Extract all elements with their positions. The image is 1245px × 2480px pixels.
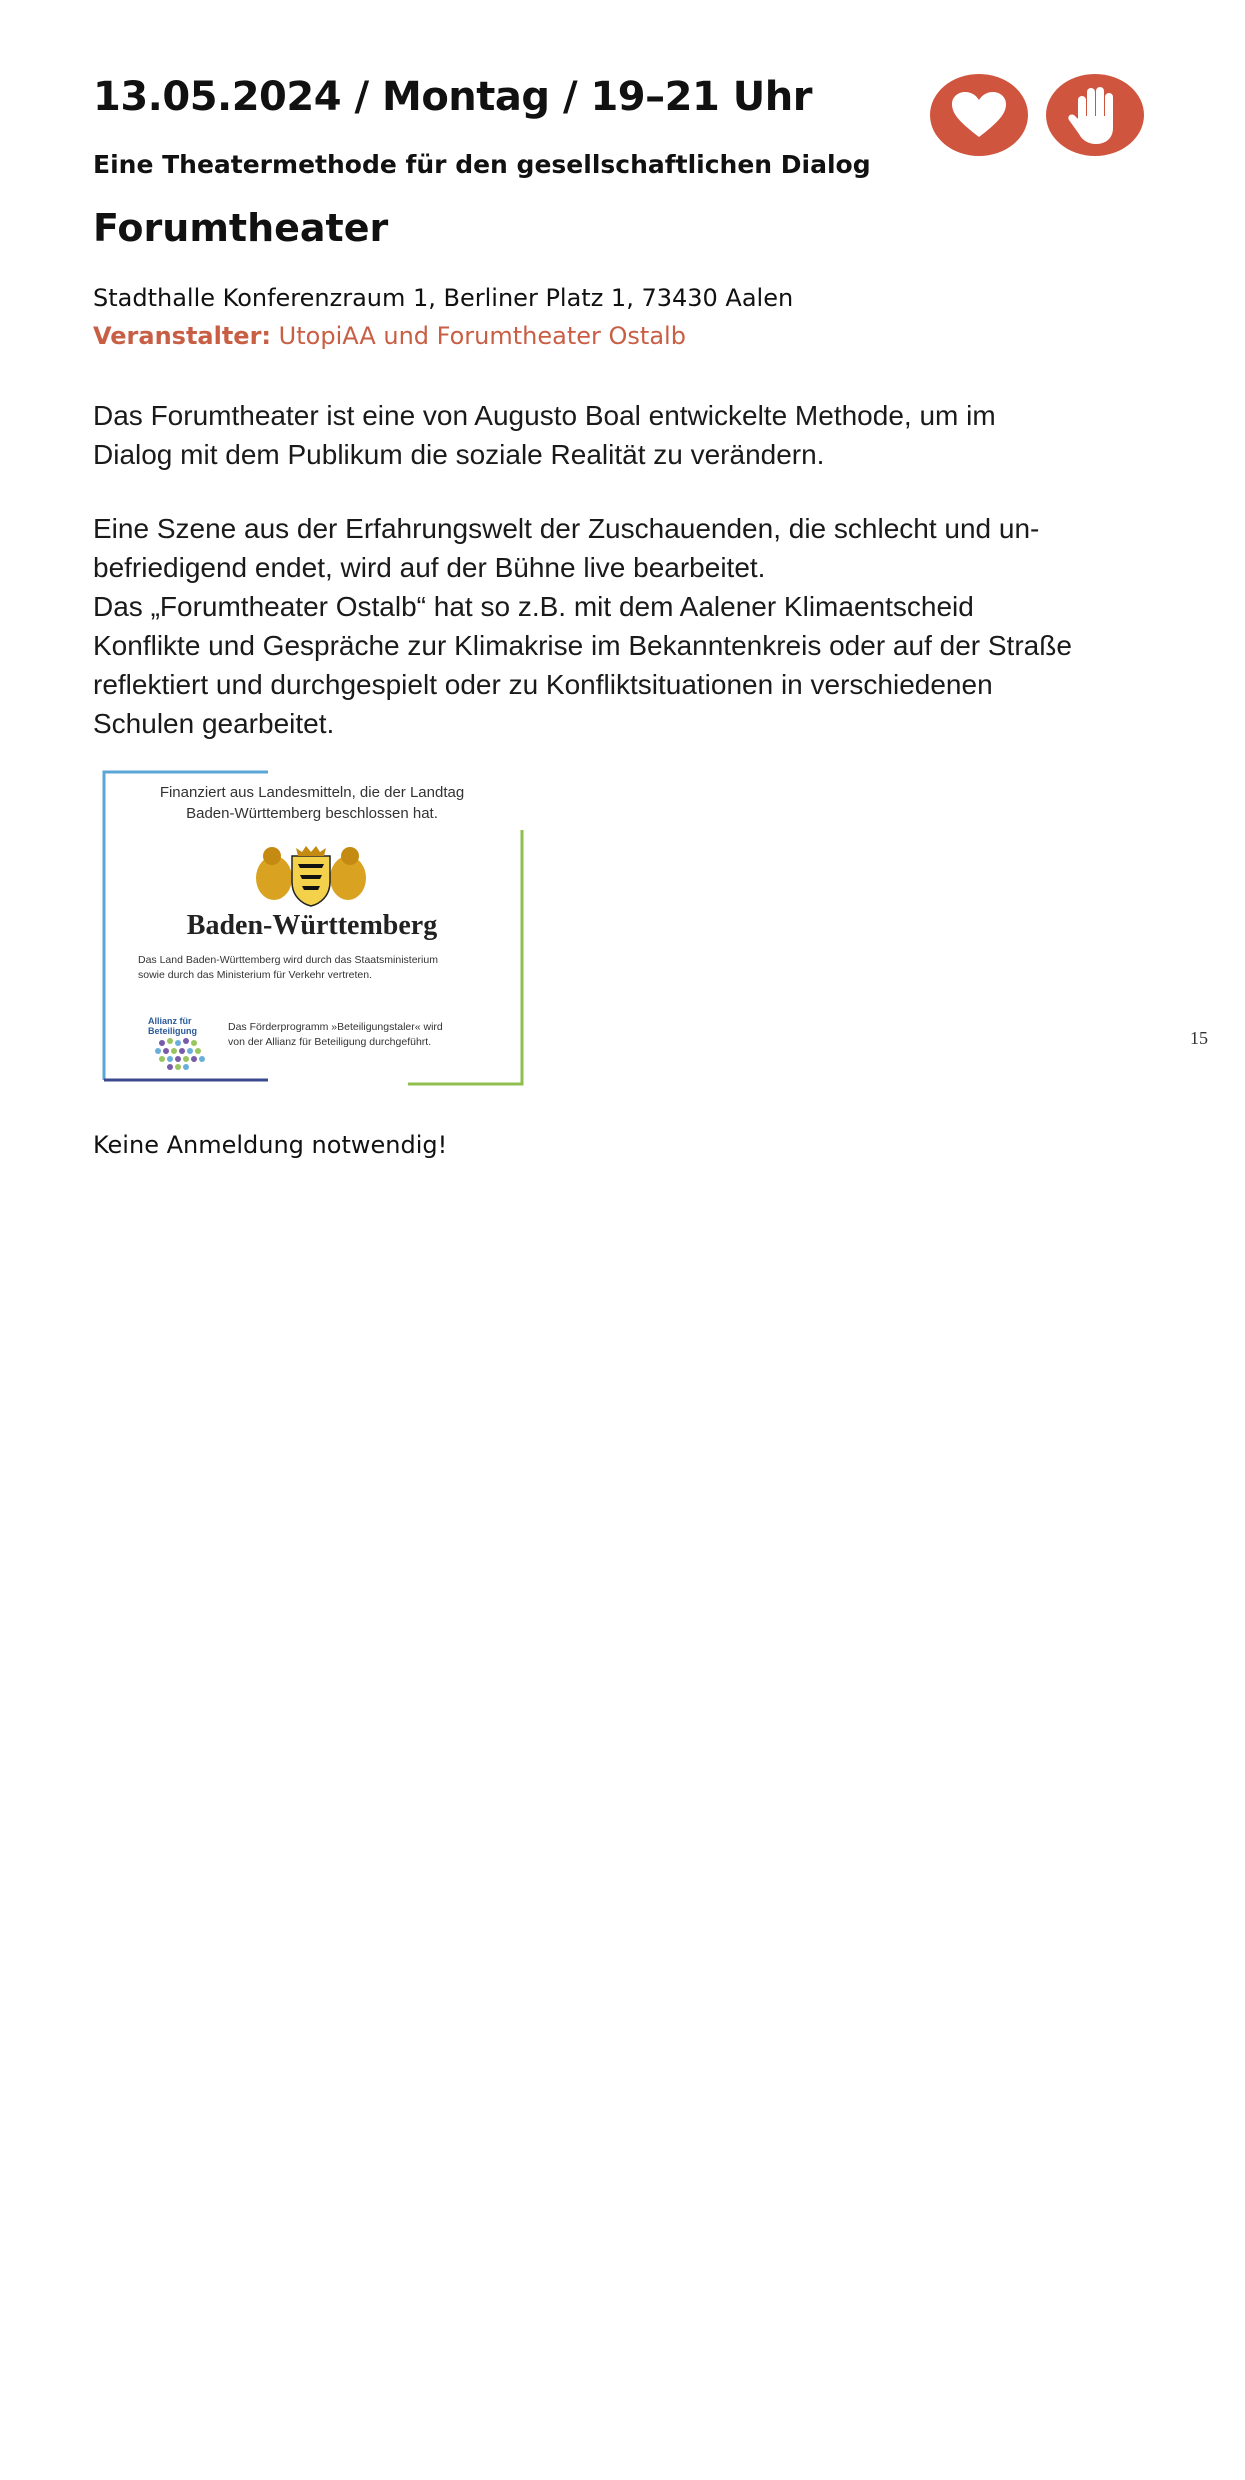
program-description	[228, 1020, 508, 1050]
paragraph-line: Dialog mit dem Publikum die soziale Realität zu verändern.	[93, 439, 825, 470]
coat-of-arms-emblem	[252, 842, 370, 908]
funding-text	[98, 782, 526, 824]
paragraph-line: befriedigend endet, wird auf der Bühne live bearbeitet.	[93, 552, 766, 583]
funding-logo	[98, 770, 526, 1088]
event-address: Stadthalle Konferenzraum 1, Berliner Platz 1, 73430 Aalen	[93, 284, 794, 312]
description-line: sowie durch das Ministerium für Verkehr vertreten.	[138, 969, 373, 981]
event-subtitle: Eine Theatermethode für den gesellschaftlichen Dialog	[93, 150, 871, 179]
event-date-time: 13.05.2024 / Montag / 19–21 Uhr	[93, 74, 812, 120]
organizer-value: UtopiAA und Forumtheater Ostalb	[278, 322, 686, 350]
category-icons	[930, 74, 1144, 156]
funding-line: Finanziert aus Landesmitteln, die der Landtag	[159, 784, 465, 801]
state-name: Baden-Württemberg	[186, 910, 438, 941]
description-line: Das Land Baden-Württemberg wird durch das Staatsministerium	[138, 954, 438, 966]
state-description	[138, 953, 518, 983]
paragraph-line: Konflikte und Gespräche zur Klimakrise im Bekanntenkreis oder auf der Straße	[93, 630, 1072, 661]
program-line: von der Allianz für Beteiligung durchgeführt.	[228, 1036, 432, 1048]
program-line: Das Förderprogramm »Beteiligungstaler« wird	[228, 1021, 443, 1033]
paragraph-line: Das Forumtheater ist eine von Augusto Boal entwickelte Methode, um im	[93, 400, 996, 431]
event-organizer	[93, 322, 686, 350]
paragraph-line: Das „Forumtheater Ostalb“ hat so z.B. mit dem Aalener Klimaentscheid	[93, 591, 974, 622]
allianz-label: Allianz für Beteiligung	[148, 1016, 197, 1036]
paragraph-line: Eine Szene aus der Erfahrungswelt der Zuschauenden, die schlecht und un-	[93, 513, 1040, 544]
description-paragraph-2	[93, 509, 1153, 743]
heart-icon-badge	[930, 74, 1028, 156]
heart-icon	[948, 89, 1010, 141]
page-number: 15	[1190, 1028, 1208, 1048]
funding-line: Baden-Württemberg beschlossen hat.	[186, 805, 438, 822]
event-title: Forumtheater	[93, 206, 389, 250]
hand-icon	[1064, 82, 1126, 148]
registration-note: Keine Anmeldung notwendig!	[93, 1131, 448, 1159]
hand-icon-badge	[1046, 74, 1144, 156]
organizer-label: Veranstalter:	[93, 322, 272, 350]
paragraph-line: Schulen gearbeitet.	[93, 708, 335, 739]
paragraph-line: reflektiert und durchgespielt oder zu Konfliktsituationen in verschiedenen	[93, 669, 993, 700]
description-paragraph-1	[93, 396, 1153, 474]
